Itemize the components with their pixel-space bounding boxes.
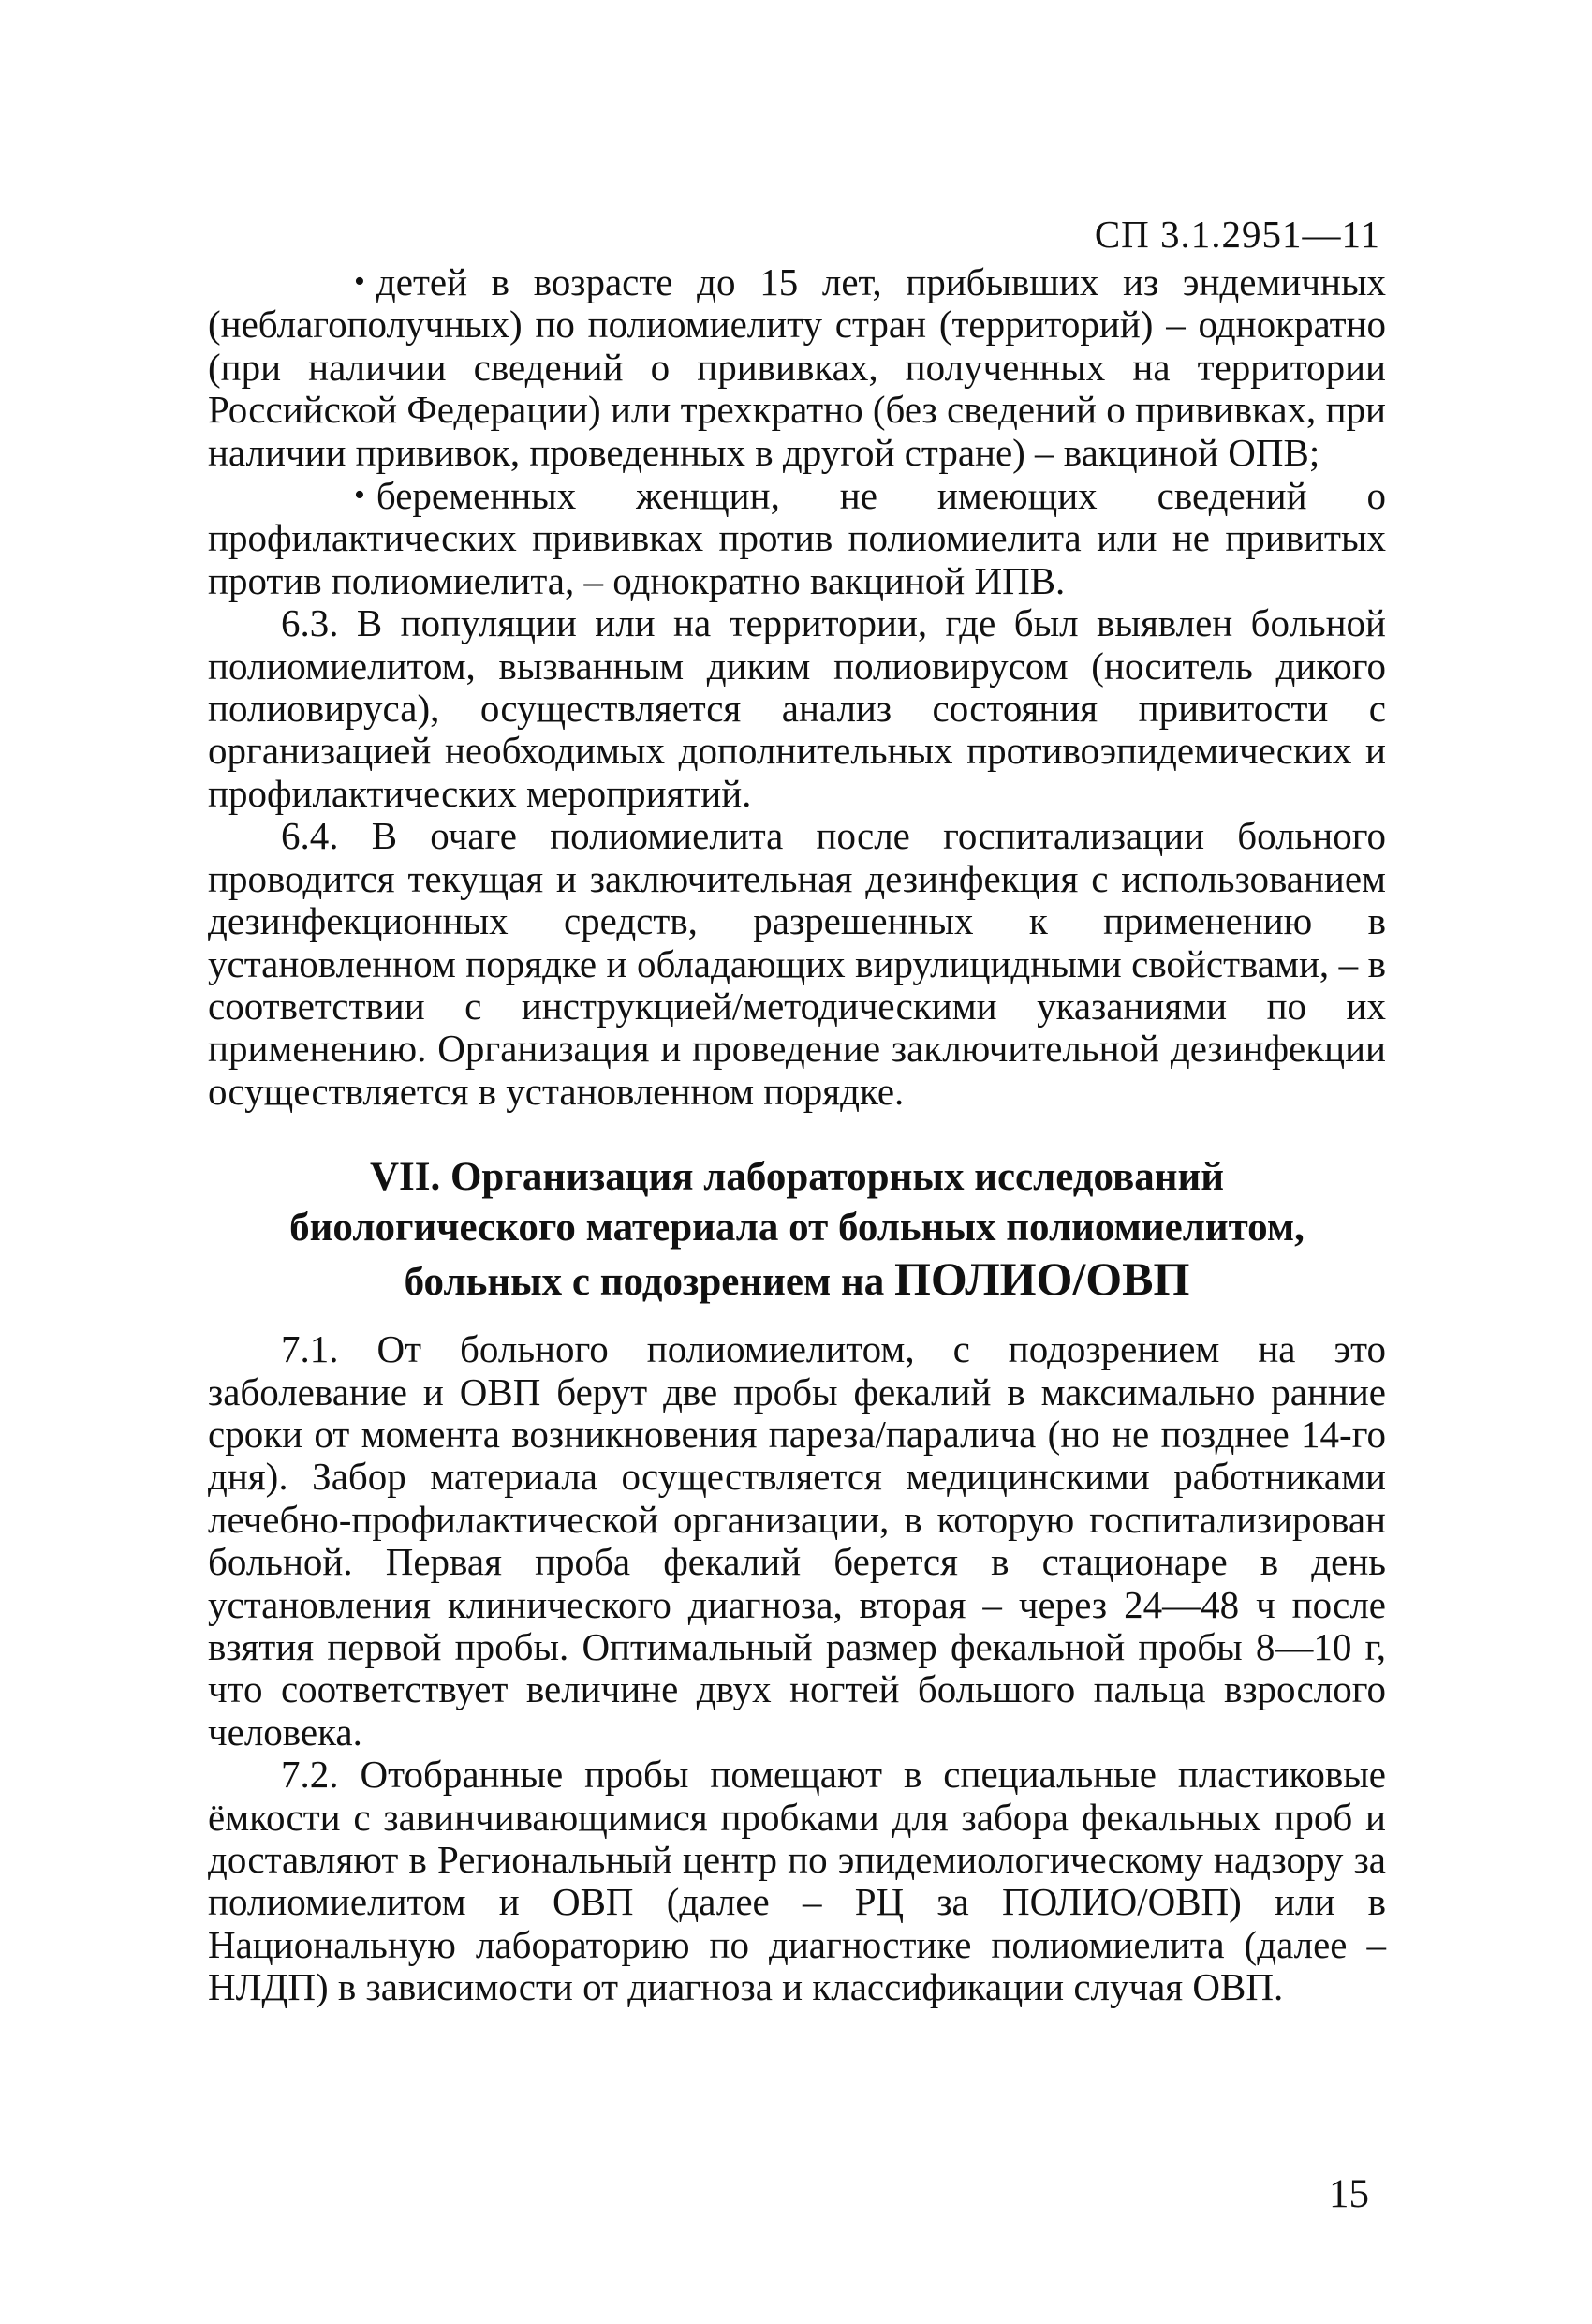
paragraph-6-4: 6.4. В очаге полиомиелита после госпитализации больного проводится текущая и заключительная дезинфекция с использованием дезинфекционных средств, разрешенных к применению в установленном порядке и обладающих вирулицидными свойствами, – в соответствии с инструкцией/методическими указаниями по их применению. Организация и проведение заключительной дезинфекции осуществляется в установленном порядке.	[208, 814, 1386, 1113]
section-heading-line-3	[208, 1253, 1386, 1308]
section-heading-line-3-prefix: больных с подозрением на	[404, 1260, 885, 1305]
section-heading-line-1: VII. Организация лабораторных исследований	[369, 1155, 1225, 1200]
page-number: 15	[1329, 2172, 1369, 2216]
bullet-icon: •	[354, 478, 365, 513]
section-heading-line-2: биологического материала от больных полиомиелитом,	[289, 1206, 1305, 1251]
bullet-text: детей в возрасте до 15 лет, прибывших из эндемичных (неблагополучных) по полиомиелиту стран (территорий) – однократно (при наличии сведений о прививках, полученных на территории Российской Федерации) или трехкратно (без сведений о прививках, при наличии прививок, проведенных в другой стране) – вакциной ОПВ;	[208, 260, 1386, 474]
bullet-item	[208, 474, 1386, 602]
bullet-item	[208, 260, 1386, 474]
section-heading	[208, 1152, 1386, 1308]
paragraph-7-1: 7.1. От больного полиомиелитом, с подозрением на это заболевание и ОВП берут две пробы фекалий в максимально ранние сроки от момента возникновения пареза/паралича (но не позднее 14-го дня). Забор материала осуществляется медицинскими работниками лечебно-профилактической организации, в которую госпитализирован больной. Первая проба фекалий берется в стационаре в день установления клинического диагноза, вторая – через 24—48 ч после взятия первой пробы. Оптимальный размер фекальной пробы 8—10 г, что соответствует величине двух ногтей большого пальца взрослого человека.	[208, 1327, 1386, 1754]
paragraph-6-3: 6.3. В популяции или на территории, где был выявлен больной полиомиелитом, вызванным диким полиовирусом (носитель дикого полиовируса), осуществляется анализ состояния привитости с организацией необходимых дополнительных противоэпидемических и профилактических мероприятий.	[208, 601, 1386, 815]
paragraph-7-2: 7.2. Отобранные пробы помещают в специальные пластиковые ёмкости с завинчивающимися пробками для забора фекальных проб и доставляют в Региональный центр по эпидемиологическому надзору за полиомиелитом и ОВП (далее – РЦ за ПОЛИО/ОВП) или в Национальную лабораторию по диагностике полиомиелита (далее – НЛДП) в зависимости от диагноза и классификации случая ОВП.	[208, 1753, 1386, 2009]
bullet-icon: •	[354, 264, 365, 299]
section-heading-line-3-acronym: ПОЛИО/ОВП	[894, 1252, 1190, 1306]
body-text	[208, 260, 1386, 2009]
running-head: СП 3.1.2951—11	[1094, 213, 1380, 256]
bullet-text: беременных женщин, не имеющих сведений о профилактических прививках против полиомиелита или не привитых против полиомиелита, – однократно вакциной ИПВ.	[208, 474, 1386, 602]
